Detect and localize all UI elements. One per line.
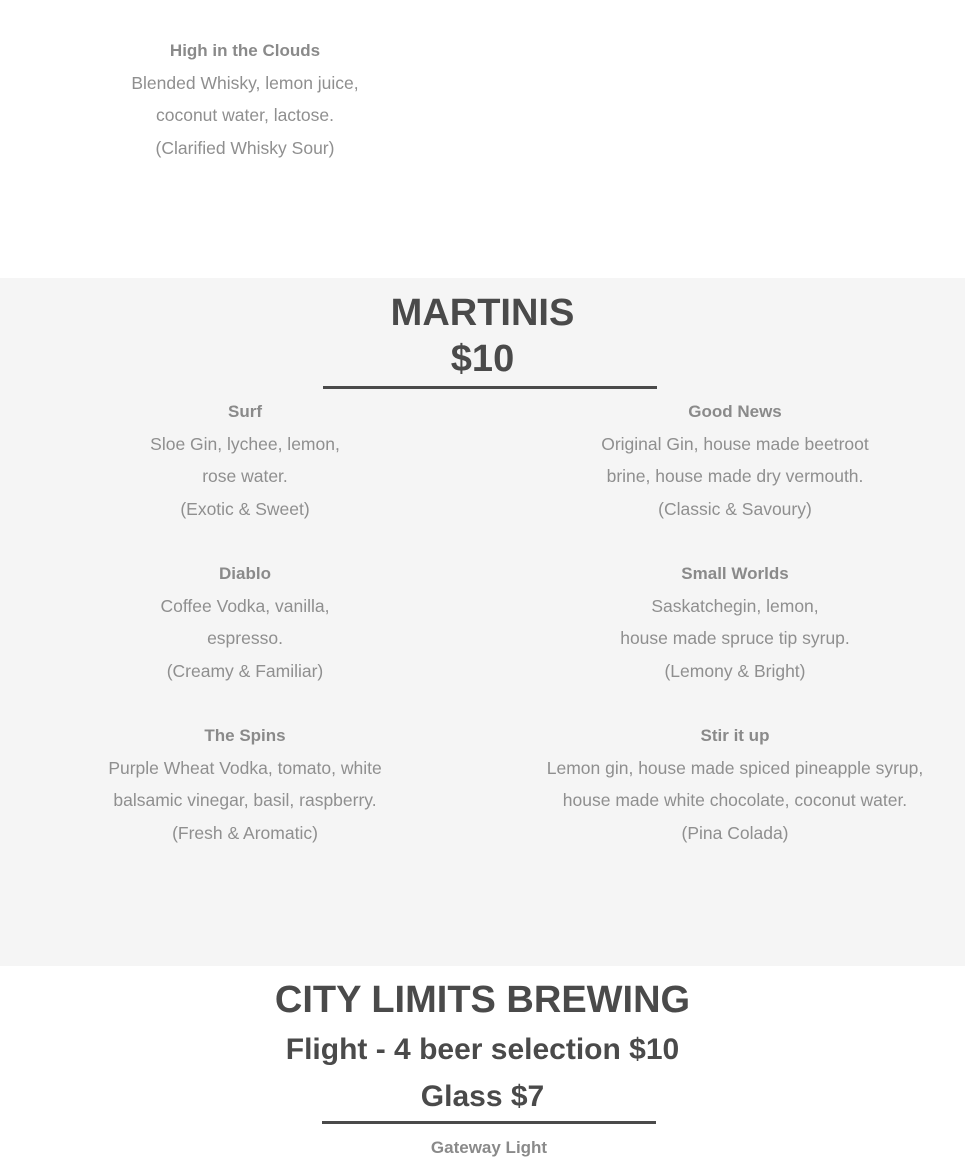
brewing-flight-price: Flight - 4 beer selection $10: [285, 1033, 680, 1066]
item-ingredients: Saskatchegin, lemon,: [651, 596, 819, 616]
menu-item-diablo: [161, 558, 330, 687]
item-style: (Pina Colada): [681, 822, 789, 843]
item-ingredients: Blended Whisky, lemon juice,: [131, 73, 359, 93]
item-ingredients: rose water.: [202, 466, 288, 487]
item-name: High in the Clouds: [169, 41, 321, 60]
item-style: (Exotic & Sweet): [180, 498, 310, 519]
martinis-divider: [323, 386, 657, 389]
menu-item-gateway-light: [431, 1132, 547, 1164]
menu-item-good-news: [601, 396, 869, 525]
martinis-title: MARTINIS: [390, 292, 575, 334]
menu-item-surf: [150, 396, 340, 525]
martinis-price: $10: [450, 338, 515, 380]
brewing-glass-price: Glass $7: [420, 1080, 545, 1113]
menu-item-stir-it-up: [547, 720, 924, 849]
menu-item-the-spins: [108, 720, 381, 849]
item-ingredients: Lemon gin, house made spiced pineapple syrup,: [546, 758, 924, 778]
item-name: Small Worlds: [681, 564, 789, 583]
item-ingredients: house made spruce tip syrup.: [620, 628, 850, 649]
item-style: (Creamy & Familiar): [166, 660, 324, 681]
brewing-title: CITY LIMITS BREWING: [274, 979, 691, 1021]
menu-item-small-worlds: [620, 558, 850, 687]
item-name: Good News: [688, 402, 782, 421]
item-ingredients: house made white chocolate, coconut water.: [562, 790, 908, 811]
item-style: (Fresh & Aromatic): [172, 822, 318, 843]
item-style: (Classic & Savoury): [658, 498, 812, 519]
item-ingredients: balsamic vinegar, basil, raspberry.: [113, 790, 377, 811]
item-style: (Clarified Whisky Sour): [155, 137, 335, 158]
item-name: The Spins: [204, 726, 286, 745]
item-name: Stir it up: [700, 726, 770, 745]
brewing-divider: [322, 1121, 656, 1124]
item-ingredients: brine, house made dry vermouth.: [606, 466, 864, 487]
item-name: Surf: [228, 402, 262, 421]
item-ingredients: Sloe Gin, lychee, lemon,: [150, 434, 340, 454]
item-ingredients: Purple Wheat Vodka, tomato, white: [108, 758, 382, 778]
item-ingredients: coconut water, lactose.: [155, 105, 335, 126]
item-name: Gateway Light: [430, 1138, 548, 1157]
item-name: Diablo: [219, 564, 271, 583]
item-ingredients: Original Gin, house made beetroot: [601, 434, 869, 454]
item-ingredients: espresso.: [207, 628, 283, 649]
menu-item-high-in-the-clouds: [131, 35, 358, 164]
item-style: (Lemony & Bright): [664, 660, 806, 681]
item-ingredients: Coffee Vodka, vanilla,: [160, 596, 330, 616]
